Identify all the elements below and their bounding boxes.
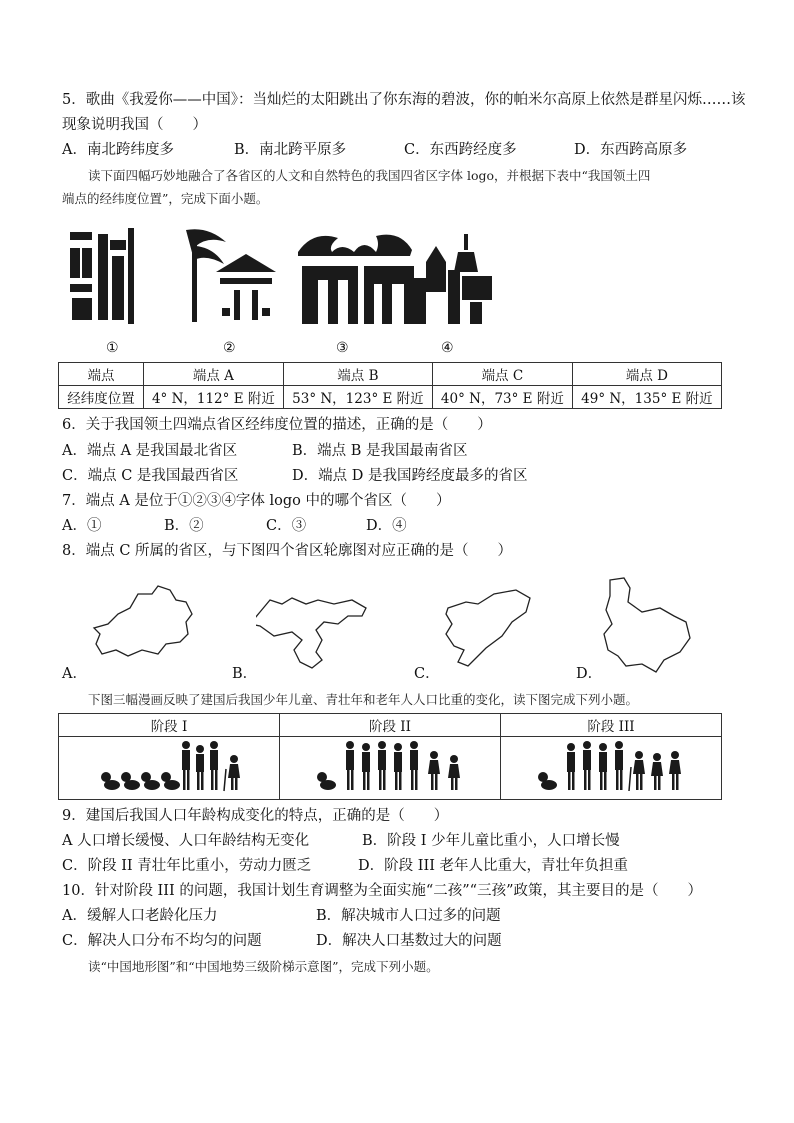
q10-stem: 10．针对阶段 III 的问题，我国计划生育调整为全面实施“二孩”“三孩”政策，其主要目的是（ ） — [62, 883, 703, 899]
table-header-cell: 端点 B — [283, 363, 432, 386]
q9-stem: 9．建国后我国人口年龄构成变化的特点，正确的是（ ） — [62, 808, 449, 824]
stage-2-cartoon — [280, 737, 501, 800]
q9-option-d[interactable]: D．阶段 III 老年人比重大，青壮年负担重 — [358, 858, 629, 874]
logo-2-glyph — [186, 229, 276, 322]
q9-option-b[interactable]: B．阶段 I 少年儿童比重小，人口增长慢 — [362, 833, 620, 849]
q10-option-a[interactable]: A．缓解人口老龄化压力 — [62, 908, 218, 924]
q7-option-c[interactable]: C．③ — [266, 518, 307, 534]
q8-option-b[interactable]: B． — [232, 666, 258, 682]
q8-stem: 8．端点 C 所属的省区，与下图四个省区轮廓图对应正确的是（ ） — [62, 543, 513, 559]
stage-3-cartoon — [501, 737, 722, 800]
province-outline-a-image — [88, 584, 200, 672]
q5-option-a[interactable]: A．南北跨纬度多 — [62, 142, 174, 158]
intro3-line1: 读“中国地形图”和“中国地势三级阶梯示意图”，完成下列小题。 — [88, 959, 439, 974]
q10-option-c[interactable]: C．解决人口分布不均匀的问题 — [62, 933, 262, 949]
province-outline-d-image — [600, 574, 698, 674]
q8-option-c[interactable]: C． — [414, 666, 440, 682]
q6-stem: 6．关于我国领土四端点省区经纬度位置的描述，正确的是（ ） — [62, 417, 492, 433]
endpoint-table-row — [59, 386, 722, 409]
province-outline-b-image — [256, 592, 376, 672]
logo-number-1: ① — [106, 340, 119, 356]
q5-option-d[interactable]: D．东西跨高原多 — [574, 142, 688, 158]
stage-1-people-image — [94, 737, 244, 795]
q5-stem-line2: 现象说明我国（ ） — [62, 117, 207, 133]
endpoint-table-header-row — [59, 363, 722, 386]
endpoint-table — [58, 362, 722, 409]
stages-header-row — [59, 714, 722, 737]
q6-option-d[interactable]: D．端点 D 是我国跨经度最多的省区 — [292, 468, 528, 484]
stage-header-2: 阶段 II — [280, 714, 501, 737]
stage-1-cartoon — [59, 737, 280, 800]
q9-option-c[interactable]: C．阶段 II 青壮年比重小，劳动力匮乏 — [62, 858, 312, 874]
logo-number-3: ③ — [336, 340, 349, 356]
q10-option-b[interactable]: B．解决城市人口过多的问题 — [316, 908, 501, 924]
intro2-line1: 下图三幅漫画反映了建国后我国少年儿童、青壮年和老年人人口比重的变化，读下图完成下列小题。 — [88, 692, 639, 707]
table-cell: 53° N，123° E 附近 — [283, 386, 432, 409]
logo-3-glyph — [298, 235, 414, 324]
intro1-line2: 端点的经纬度位置”，完成下面小题。 — [62, 191, 269, 206]
q6-option-a[interactable]: A．端点 A 是我国最北省区 — [62, 443, 238, 459]
stage-header-3: 阶段 III — [501, 714, 722, 737]
population-stages-table — [58, 713, 722, 800]
table-header-cell: 端点 C — [432, 363, 572, 386]
q8-option-a[interactable]: A． — [62, 666, 87, 682]
table-header-cell: 端点 D — [572, 363, 721, 386]
q5-option-c[interactable]: C．东西跨经度多 — [404, 142, 517, 158]
q5-stem-line1: 5．歌曲《我爱你——中国》：当灿烂的太阳跳出了你东海的碧波，你的帕米尔高原上依然是群星闪烁……该 — [62, 92, 746, 108]
q6-option-b[interactable]: B．端点 B 是我国最南省区 — [292, 443, 468, 459]
stage-2-people-image — [310, 737, 470, 795]
logo-number-4: ④ — [441, 340, 454, 356]
q5-option-b[interactable]: B．南北跨平原多 — [234, 142, 347, 158]
logo-1-glyph — [70, 228, 134, 324]
q7-option-a[interactable]: A．① — [62, 518, 102, 534]
stage-header-1: 阶段 I — [59, 714, 280, 737]
stages-image-row — [59, 737, 722, 800]
province-outline-c-image — [436, 588, 540, 674]
q10-option-d[interactable]: D．解决人口基数过大的问题 — [316, 933, 502, 949]
province-logos-image — [66, 222, 496, 330]
logo-number-2: ② — [223, 340, 236, 356]
q7-option-b[interactable]: B．② — [164, 518, 204, 534]
q8-option-d[interactable]: D． — [576, 666, 603, 682]
intro1-line1: 读下面四幅巧妙地融合了各省区的人文和自然特色的我国四省区字体 logo，并根据下表中“我国领土四 — [88, 168, 651, 183]
q7-option-d[interactable]: D．④ — [366, 518, 407, 534]
table-header-cell: 端点 — [59, 363, 144, 386]
table-header-cell: 端点 A — [144, 363, 284, 386]
q7-stem: 7．端点 A 是位于①②③④字体 logo 中的哪个省区（ ） — [62, 493, 451, 509]
q9-option-a[interactable]: A 人口增长缓慢、人口年龄结构无变化 — [62, 833, 310, 849]
table-cell: 40° N，73° E 附近 — [432, 386, 572, 409]
table-cell: 49° N，135° E 附近 — [572, 386, 721, 409]
stage-3-people-image — [531, 737, 691, 795]
table-cell: 经纬度位置 — [59, 386, 144, 409]
table-cell: 4° N，112° E 附近 — [144, 386, 284, 409]
logo-4-glyph — [412, 234, 492, 324]
q6-option-c[interactable]: C．端点 C 是我国最西省区 — [62, 468, 239, 484]
